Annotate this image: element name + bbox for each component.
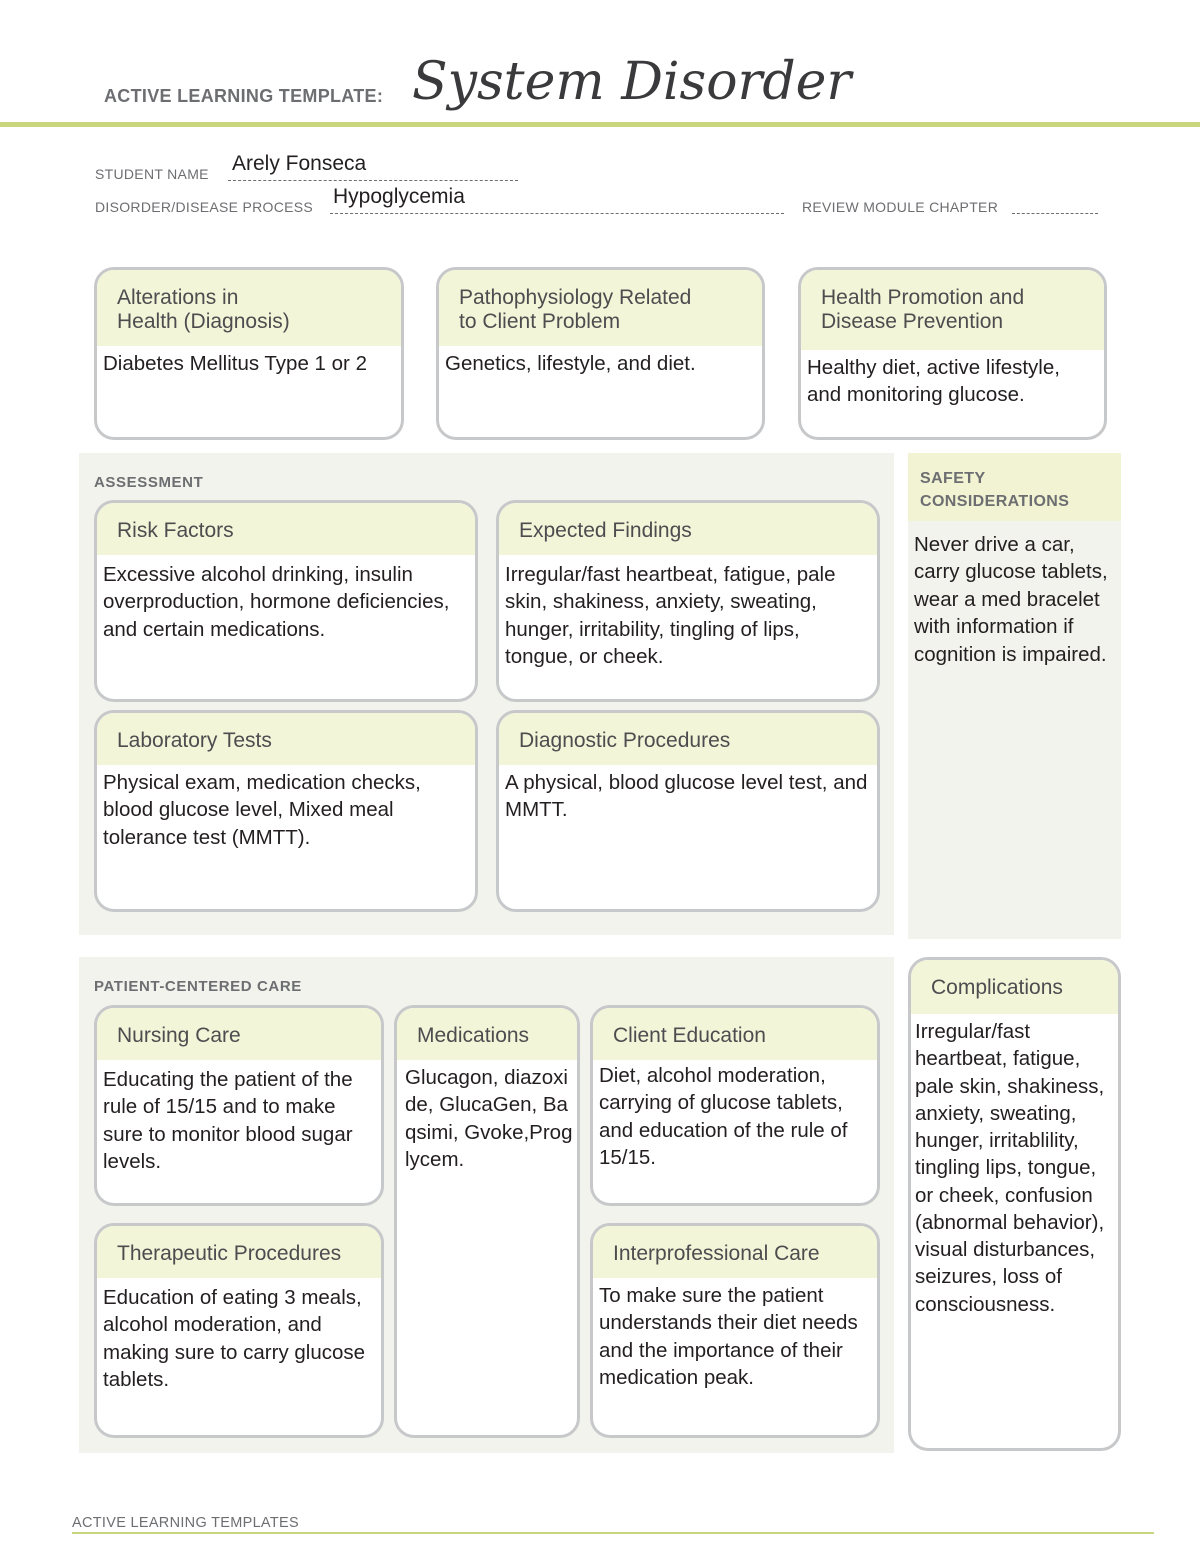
nursing-care-box — [94, 1005, 384, 1206]
expected-findings-text[interactable]: Irregular/fast heartbeat, fatigue, pale skin, shakiness, anxiety, sweating, hunger, irritability, tingling of lips, tongue, or cheek. — [505, 563, 836, 669]
alterations-box — [94, 267, 404, 440]
complications-title: Complications — [911, 960, 1118, 1014]
health-promotion-title: Health Promotion and Disease Prevention — [801, 270, 1104, 350]
student-name-field[interactable]: Arely Fonseca — [232, 152, 367, 175]
template-label: ACTIVE LEARNING TEMPLATE: — [104, 86, 384, 106]
diagnostic-procedures-text[interactable]: A physical, blood glucose level test, and MMTT. — [505, 771, 868, 822]
header-divider — [0, 122, 1200, 127]
medications-title: Medications — [397, 1008, 577, 1060]
disorder-field[interactable]: Hypoglycemia — [333, 185, 465, 208]
complications-text[interactable]: Irregular/fast heartbeat, fatigue, pale skin, shakiness, anxiety, sweating, hunger, irritablility, tingling lips, tongue, or cheek, confusion (abnormal behavior), visual disturbances, seizures, loss of consciousness. — [915, 1020, 1105, 1316]
disorder-label: DISORDER/DISEASE PROCESS — [95, 199, 314, 215]
interprofessional-care-title: Interprofessional Care — [593, 1226, 877, 1278]
interprofessional-care-box — [590, 1223, 880, 1438]
footer-label: ACTIVE LEARNING TEMPLATES — [72, 1515, 299, 1531]
client-education-text[interactable]: Diet, alcohol moderation, carrying of glucose tablets, and education of the rule of 15/15. — [599, 1064, 848, 1170]
assessment-label: ASSESSMENT — [94, 474, 204, 491]
nursing-care-text[interactable]: Educating the patient of the rule of 15/15 and to make sure to monitor blood sugar levels. — [103, 1068, 353, 1174]
safety-title: SAFETY CONSIDERATIONS — [908, 453, 1121, 521]
interprofessional-care-text[interactable]: To make sure the patient understands their diet needs and the importance of their medication peak. — [599, 1284, 858, 1390]
complications-box — [908, 957, 1121, 1451]
safety-panel — [908, 453, 1121, 939]
diagnostic-procedures-title: Diagnostic Procedures — [499, 713, 877, 765]
disorder-line — [330, 213, 784, 214]
therapeutic-procedures-text[interactable]: Education of eating 3 meals, alcohol moderation, and making sure to carry glucose tablets. — [103, 1286, 366, 1392]
diagnostic-procedures-box — [496, 710, 880, 912]
pathophysiology-title: Pathophysiology Related to Client Problem — [439, 270, 762, 346]
footer-divider — [72, 1532, 1154, 1534]
review-module-label: REVIEW MODULE CHAPTER — [802, 199, 999, 215]
pathophysiology-text[interactable]: Genetics, lifestyle, and diet. — [445, 352, 696, 375]
laboratory-tests-box — [94, 710, 478, 912]
risk-factors-title: Risk Factors — [97, 503, 475, 555]
medications-text[interactable]: Glucagon, diazoxide, GlucaGen, Baqsimi, Gvoke,Proglycem. — [405, 1066, 573, 1172]
expected-findings-title: Expected Findings — [499, 503, 877, 555]
risk-factors-text[interactable]: Excessive alcohol drinking, insulin overproduction, hormone deficiencies, and certain medications. — [103, 563, 450, 641]
nursing-care-title: Nursing Care — [97, 1008, 381, 1060]
therapeutic-procedures-box — [94, 1223, 384, 1438]
client-education-title: Client Education — [593, 1008, 877, 1060]
medications-box — [394, 1005, 580, 1438]
health-promotion-text[interactable]: Healthy diet, active lifestyle, and monitoring glucose. — [807, 356, 1060, 407]
risk-factors-box — [94, 500, 478, 702]
client-education-box — [590, 1005, 880, 1206]
alterations-text[interactable]: Diabetes Mellitus Type 1 or 2 — [103, 352, 367, 375]
alterations-title: Alterations in Health (Diagnosis) — [97, 270, 401, 346]
laboratory-tests-title: Laboratory Tests — [97, 713, 475, 765]
page-title: System Disorder — [412, 52, 852, 112]
laboratory-tests-text[interactable]: Physical exam, medication checks, blood glucose level, Mixed meal tolerance test (MMTT). — [103, 771, 421, 849]
therapeutic-procedures-title: Therapeutic Procedures — [97, 1226, 381, 1278]
patient-care-label: PATIENT-CENTERED CARE — [94, 978, 302, 995]
student-name-line — [228, 180, 518, 181]
expected-findings-box — [496, 500, 880, 702]
student-name-label: STUDENT NAME — [95, 166, 209, 182]
review-module-field[interactable] — [1012, 213, 1098, 214]
pathophysiology-box — [436, 267, 765, 440]
safety-text[interactable]: Never drive a car, carry glucose tablets, wear a med bracelet with information if cognition is impaired. — [914, 533, 1108, 666]
health-promotion-box — [798, 267, 1107, 440]
